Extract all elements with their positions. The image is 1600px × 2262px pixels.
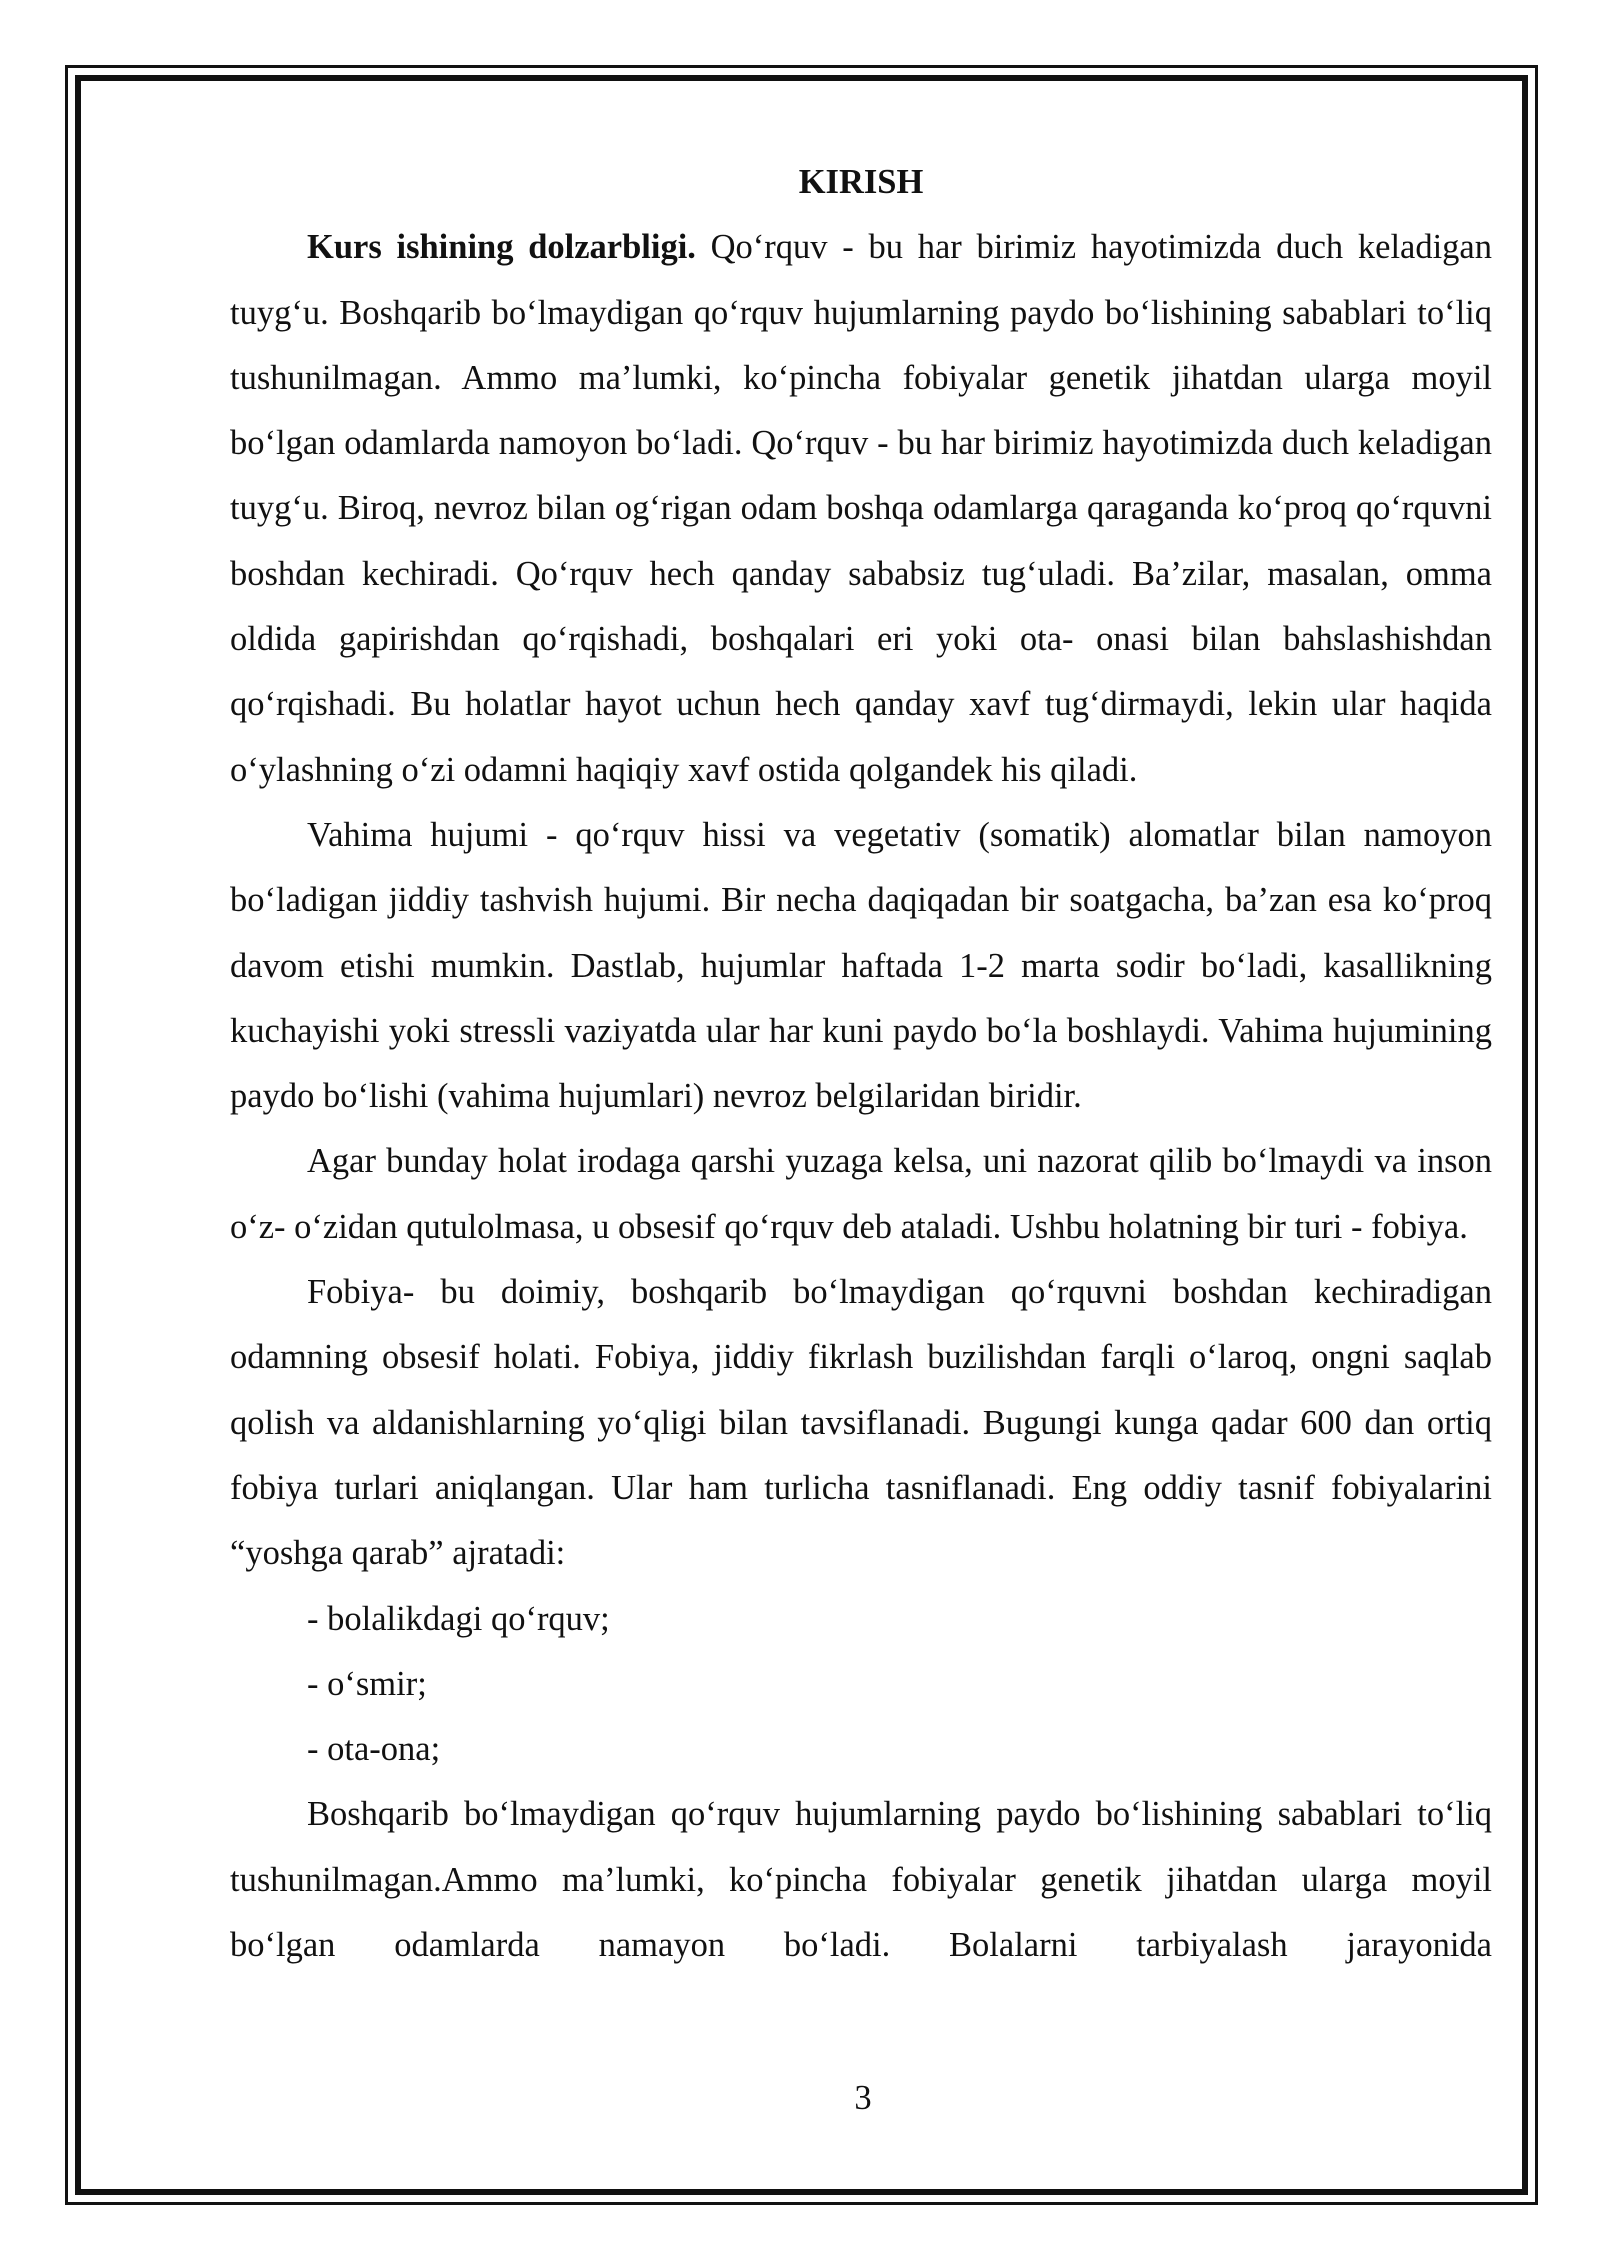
list-item: - bolalikdagi qo‘rquv; — [307, 1599, 610, 1638]
document-page — [230, 150, 1492, 1978]
paragraph-phobia: Fobiya- bu doimiy, boshqarib bo‘lmaydigan qo‘rquvni boshdan kechiradigan odamning obsesif holati. Fobiya, jiddiy fikrlash buzilishdan farqli o‘laroq, ongni saqlab qolish va aldanishlarning yo‘qligi bilan tavsiflanadi. Bugungi kunga qadar 600 dan ortiq fobiya turlari aniqlangan. Ular ham turlicha tasniflanadi. Eng oddiy tasnif fobiyalarini “yoshga qarab” ajratadi: — [230, 1273, 1492, 1573]
paragraph-obsessive-fear: Agar bunday holat irodaga qarshi yuzaga kelsa, uni nazorat qilib bo‘lmaydi va inson o‘z- o‘zidan qutulolmasa, u obsesif qo‘rquv deb ataladi. Ushbu holatning bir turi - fobiya. — [230, 1142, 1492, 1246]
intro-lead: Kurs ishining dolzarbligi. — [307, 228, 696, 267]
paragraph-causes: Boshqarib bo‘lmaydigan qo‘rquv hujumlarning paydo bo‘lishining sabablari to‘liq tushunilmagan.Ammo ma’lumki, ko‘pincha fobiyalar genetik jihatdan ularga moyil bo‘lgan odamlarda namayon bo‘ladi. Bolalarni tarbiyalash jarayonida — [230, 1795, 1492, 1965]
list-item: - ota-ona; — [307, 1730, 441, 1769]
paragraph-panic-attack: Vahima hujumi - qo‘rquv hissi va vegetativ (somatik) alomatlar bilan namoyon bo‘ladigan jiddiy tashvish hujumi. Bir necha daqiqadan bir soatgacha, ba’zan esa ko‘proq davom etishi mumkin. Dastlab, hujumlar haftada 1-2 marta sodir bo‘ladi, kasallikning kuchayishi yoki stressli vaziyatda ular har kuni paydo bo‘la boshlaydi. Vahima hujumining paydo bo‘lishi (vahima hujumlari) nevroz belgilaridan biridir. — [230, 815, 1492, 1116]
section-title: KIRISH — [798, 163, 924, 201]
intro-text: Qo‘rquv - bu har birimiz hayotimizda duch keladigan tuyg‘u. Boshqarib bo‘lmaydigan qo‘rquv hujumlarning paydo bo‘lishining sabablari to‘liq tushunilmagan. Ammo ma’lumki, ko‘pincha fobiyalar genetik jihatdan ularga moyil bo‘lgan odamlarda namoyon bo‘ladi. Qo‘rquv - bu har birimiz hayotimizda duch keladigan tuyg‘u. Biroq, nevroz bilan og‘rigan odam boshqa odamlarga qaraganda ko‘proq qo‘rquvni boshdan kechiradi. Qo‘rquv hech qanday sababsiz tug‘uladi. Ba’zilar, masalan, omma oldida gapirishdan qo‘rqishadi, boshqalari eri yoki ota- onasi bilan bahslashishdan qo‘rqishadi. Bu holatlar hayot uchun hech qanday xavf tug‘dirmaydi, lekin ular haqida o‘ylashning o‘zi odamni haqiqiy xavf ostida qolgandek his qiladi. — [230, 228, 1492, 789]
list-item: - o‘smir; — [307, 1664, 427, 1703]
page-number: 3 — [854, 2079, 872, 2117]
intro-paragraph — [230, 215, 1492, 803]
